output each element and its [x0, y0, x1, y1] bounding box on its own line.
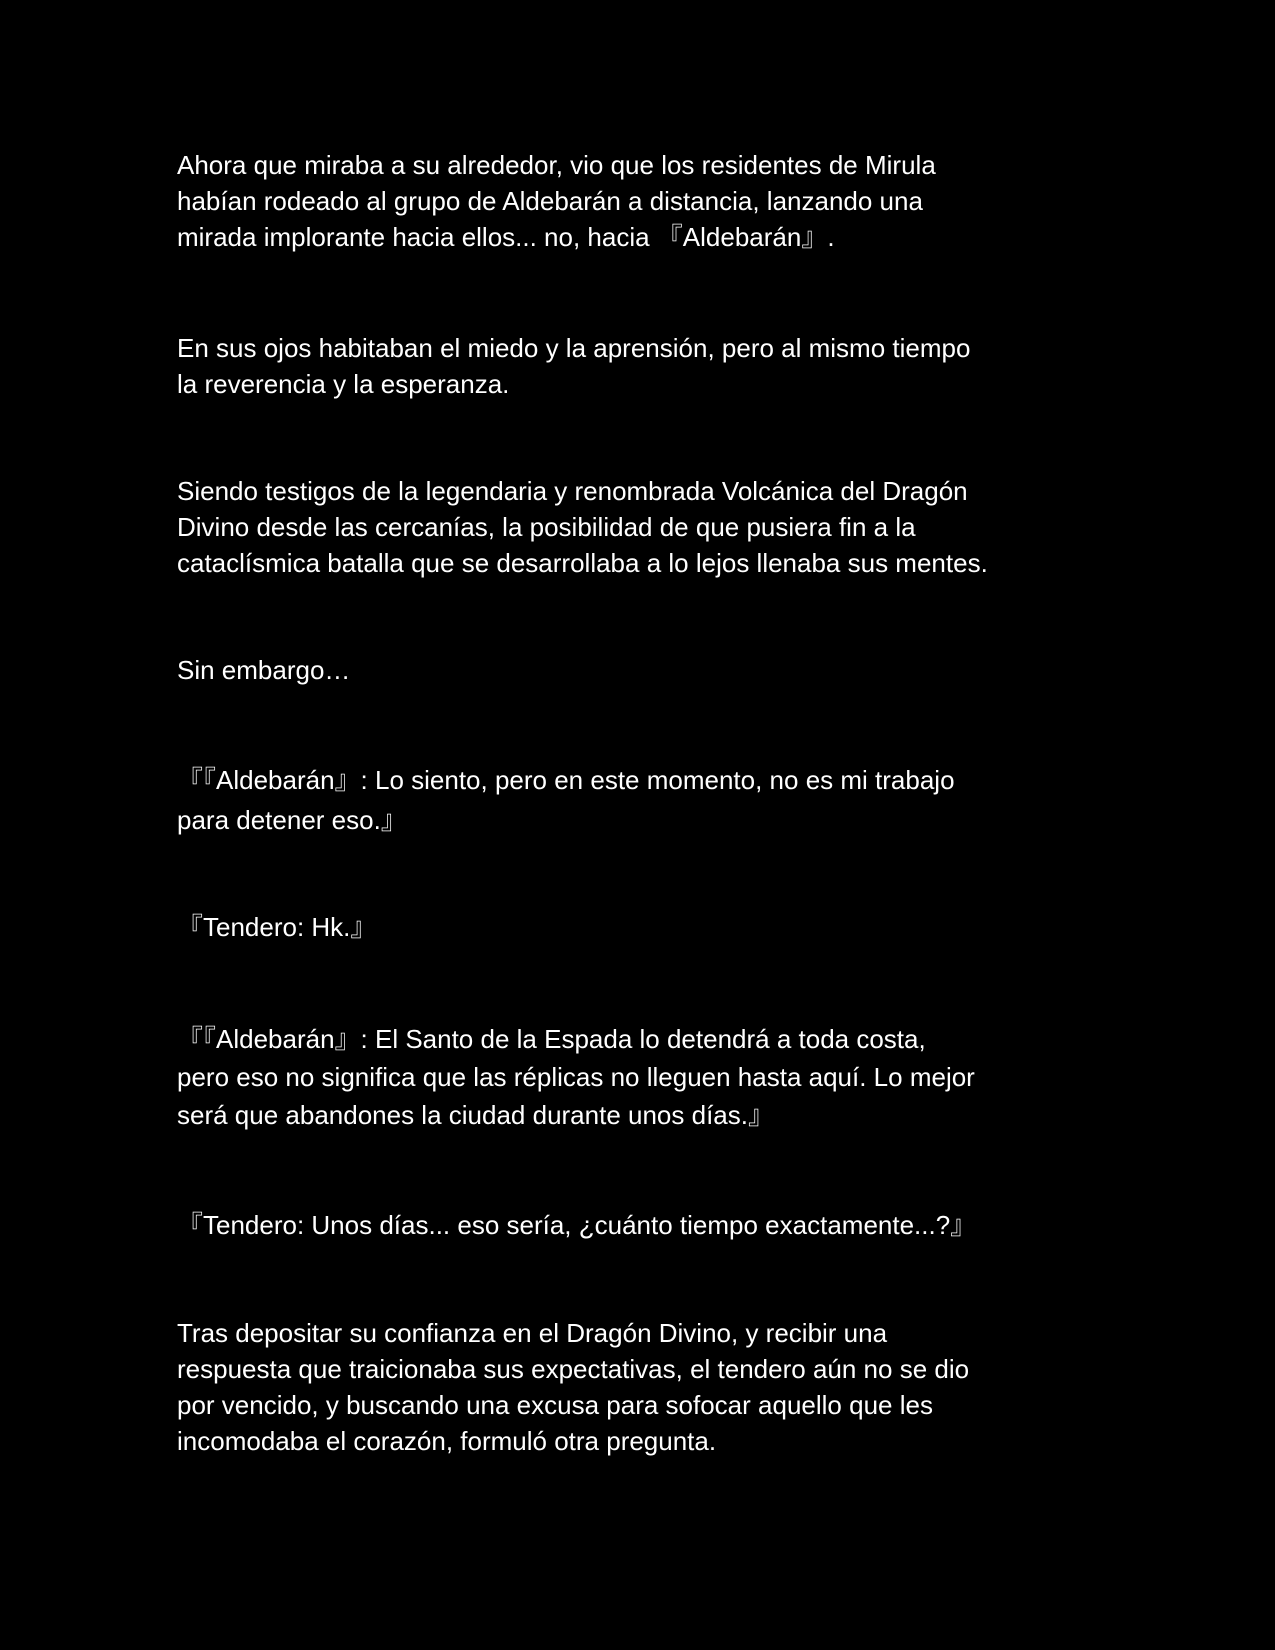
text-line: 『Tendero: Hk.』: [177, 912, 377, 942]
text-line: Siendo testigos de la legendaria y renombrada Volcánica del Dragón: [177, 476, 968, 506]
narration-paragraph: [177, 1315, 1102, 1459]
text-line: incomodaba el corazón, formuló otra pregunta.: [177, 1426, 717, 1456]
text-line: Sin embargo…: [177, 655, 351, 685]
text-line: Tras depositar su confianza en el Dragón Divino, y recibir una: [177, 1318, 888, 1348]
text-line: 『『Aldebarán』: El Santo de la Espada lo detendrá a toda costa,: [177, 1024, 926, 1054]
text-line: para detener eso.』: [177, 805, 407, 835]
text-line: por vencido, y buscando una excusa para sofocar aquello que les: [177, 1390, 933, 1420]
text-line: Divino desde las cercanías, la posibilidad de que pusiera fin a la: [177, 512, 916, 542]
text-line: En sus ojos habitaban el miedo y la aprensión, pero al mismo tiempo: [177, 333, 971, 363]
text-line: la reverencia y la esperanza.: [177, 369, 510, 399]
text-line: 『『Aldebarán』: Lo siento, pero en este momento, no es mi trabajo: [177, 765, 955, 795]
dialogue-paragraph: [177, 909, 1102, 945]
text-line: mirada implorante hacia ellos... no, hacia 『Aldebarán』.: [177, 222, 835, 252]
text-line: Ahora que miraba a su alrededor, vio que los residentes de Mirula: [177, 150, 936, 180]
narration-paragraph: [177, 147, 1102, 255]
text-line: cataclísmica batalla que se desarrollaba a lo lejos llenaba sus mentes.: [177, 548, 988, 578]
narration-paragraph: [177, 473, 1102, 581]
text-line: pero eso no significa que las réplicas no lleguen hasta aquí. Lo mejor: [177, 1062, 975, 1092]
narration-paragraph: [177, 330, 1102, 402]
text-line: 『Tendero: Unos días... eso sería, ¿cuánto tiempo exactamente...?』: [177, 1210, 977, 1240]
narration-paragraph: [177, 652, 1102, 688]
text-line: será que abandones la ciudad durante unos días.』: [177, 1100, 774, 1130]
text-line: respuesta que traicionaba sus expectativas, el tendero aún no se dio: [177, 1354, 970, 1384]
dialogue-paragraph: [177, 760, 1102, 840]
text-line: habían rodeado al grupo de Aldebarán a distancia, lanzando una: [177, 186, 923, 216]
dialogue-paragraph: [177, 1020, 1102, 1134]
dialogue-paragraph: [177, 1207, 1102, 1243]
